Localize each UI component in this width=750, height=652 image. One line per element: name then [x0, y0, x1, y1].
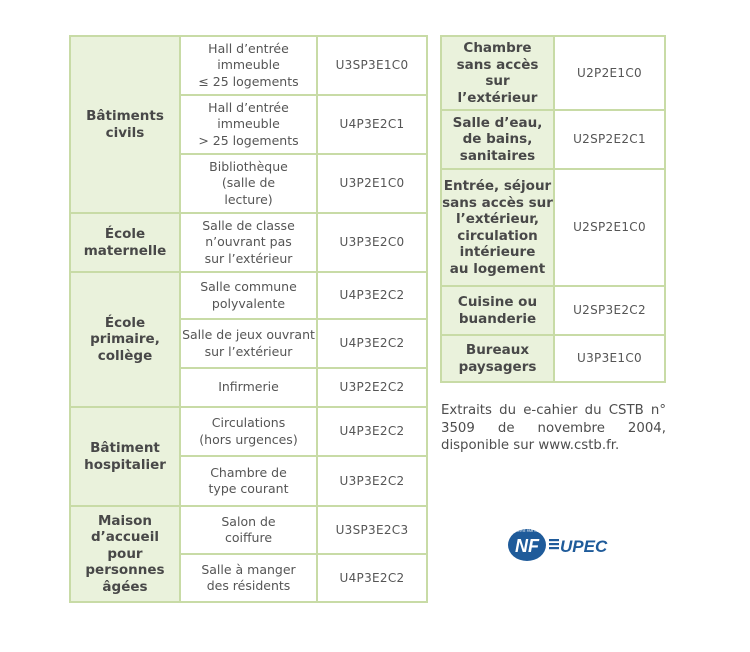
nf-upec-logo [503, 518, 623, 568]
room-cell: Entrée, séjour sans accès sur l’extérieur, circulation intérieure au logement [442, 170, 553, 285]
room-cell: Chambre de type courant [181, 457, 316, 505]
code-cell: U3SP3E2C3 [318, 507, 426, 553]
left-table [69, 35, 428, 603]
room-cell: Hall d’entrée immeuble ≤ 25 logements [181, 37, 316, 94]
room-cell: Salle de jeux ouvrant sur l’extérieur [181, 320, 316, 367]
room-cell: Bibliothèque (salle de lecture) [181, 155, 316, 212]
room-cell: Salon de coiffure [181, 507, 316, 553]
category-cell: Bâtiments civils [71, 37, 179, 212]
room-cell: Salle commune polyvalente [181, 273, 316, 318]
code-cell: U4P3E2C1 [318, 96, 426, 153]
code-cell: U3P3E2C0 [318, 214, 426, 271]
code-cell: U2P2E1C0 [555, 37, 664, 109]
room-cell: Salle de classe n’ouvrant pas sur l’extérieur [181, 214, 316, 271]
table-divider [181, 455, 426, 457]
table-divider [181, 318, 426, 320]
code-cell: U4P3E2C2 [318, 320, 426, 367]
code-cell: U2SP2E2C1 [555, 111, 664, 168]
code-cell: U2SP2E1C0 [555, 170, 664, 285]
category-cell: Maison d’accueil pour personnes âgées [71, 507, 179, 601]
code-cell: U4P3E2C2 [318, 408, 426, 455]
upec-logo-text: UPEC [560, 537, 608, 556]
source-caption: Extraits du e-cahier du CSTB n° 3509 de novembre 2004, disponible sur www.cstb.fr. [441, 403, 666, 453]
category-cell: École maternelle [71, 214, 179, 271]
code-cell: U3P3E1C0 [555, 336, 664, 381]
table-divider [71, 406, 426, 408]
table-divider [181, 94, 426, 96]
table-divider [71, 212, 426, 214]
table-divider [181, 367, 426, 369]
table-divider [71, 505, 426, 507]
table-divider [442, 285, 664, 287]
room-cell: Chambre sans accès sur l’extérieur [442, 37, 553, 109]
code-cell: U3P2E2C2 [318, 369, 426, 406]
code-cell: U4P3E2C2 [318, 555, 426, 601]
category-cell: École primaire, collège [71, 273, 179, 406]
table-divider [181, 553, 426, 555]
table-divider [71, 271, 426, 273]
room-cell: Infirmerie [181, 369, 316, 406]
right-table [440, 35, 666, 383]
room-cell: Hall d’entrée immeuble > 25 logements [181, 96, 316, 153]
room-cell: Salle à manger des résidents [181, 555, 316, 601]
code-cell: U4P3E2C2 [318, 273, 426, 318]
code-cell: U3P3E2C2 [318, 457, 426, 505]
code-cell: U3P2E1C0 [318, 155, 426, 212]
room-cell: Bureaux paysagers [442, 336, 553, 381]
table-divider [181, 153, 426, 155]
nf-logo-text: NF [515, 536, 539, 556]
room-cell: Salle d’eau, de bains, sanitaires [442, 111, 553, 168]
category-cell: Bâtiment hospitalier [71, 408, 179, 505]
table-divider [442, 334, 664, 336]
room-cell: Cuisine ou buanderie [442, 287, 553, 334]
table-divider [442, 109, 664, 111]
room-cell: Circulations (hors urgences) [181, 408, 316, 455]
nf-logo-small-text: CERTIFIÉ PAR CSTB [510, 529, 544, 533]
code-cell: U2SP3E2C2 [555, 287, 664, 334]
table-divider [553, 37, 555, 381]
code-cell: U3SP3E1C0 [318, 37, 426, 94]
table-divider [442, 168, 664, 170]
